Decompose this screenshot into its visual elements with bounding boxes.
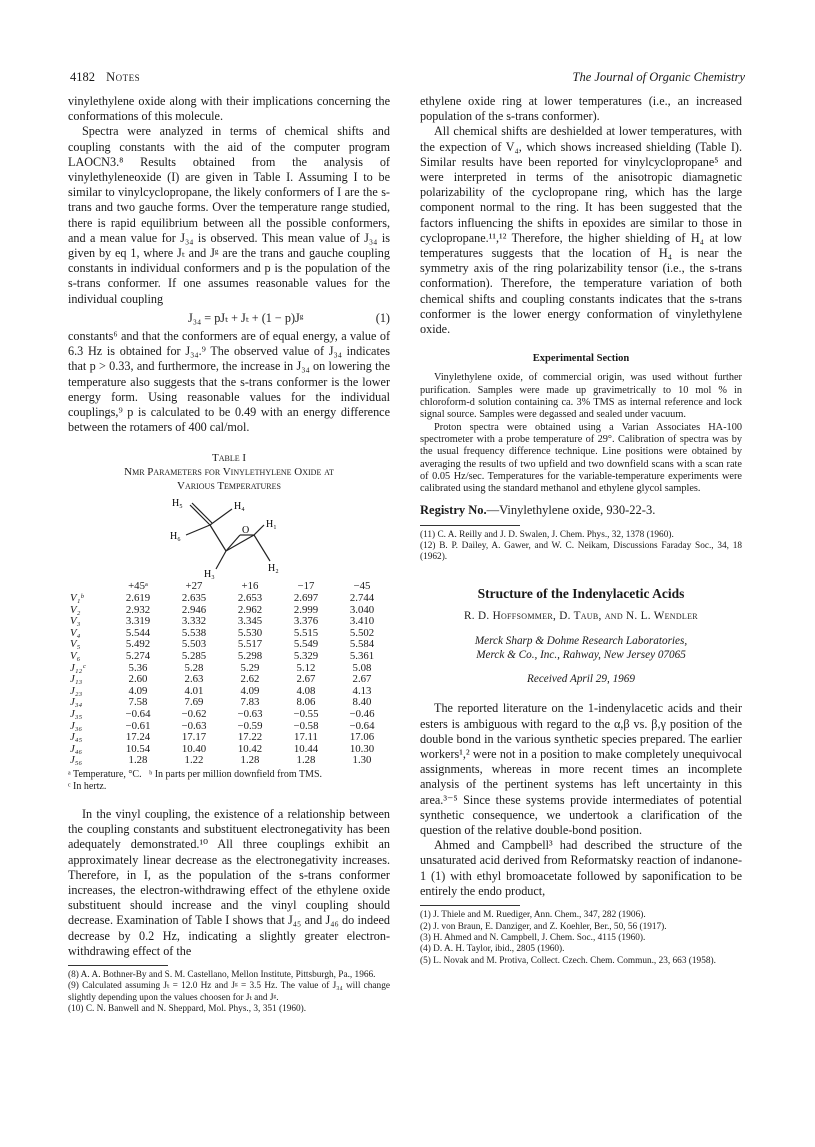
- table-cell: 3.410: [349, 615, 375, 628]
- table-row: [68, 628, 390, 640]
- table-cell: 2.653: [237, 592, 263, 605]
- paragraph: constants⁶ and that the conformers are of equal energy, a value of 6.3 Hz is obtained for J₃₄.⁹ The observed value of J₃₄ indicates that p > 0.33, and furthermore, the increase in J₃₄ on lowering the temperature also suggests that the s-trans conformer is the lower energy form. Using reasonable values for the individual couplings,⁹ p is calculated to be 0.49 with an energy difference between the rotamers of 400 cal/mol.: [68, 329, 390, 435]
- table-row: [68, 755, 390, 767]
- footnote-rule: [68, 965, 168, 966]
- struct-label: H₄: [234, 501, 245, 513]
- table-cell: 4.13: [352, 684, 372, 697]
- struct-label: H₆: [170, 531, 181, 543]
- table-row: [68, 651, 390, 663]
- row-label: J₄₆: [70, 742, 83, 755]
- paragraph: vinylethylene oxide along with their implications concerning the conformations of this molecule.: [68, 94, 390, 124]
- paragraph: ethylene oxide ring at lower temperatures (i.e., an increased population of the s-trans conformer).: [420, 94, 742, 124]
- footnote: (8) A. A. Bothner-By and S. M. Castellano, Mellon Institute, Pittsburgh, Pa., 1966.: [68, 970, 376, 980]
- table-cell: 3.040: [349, 603, 375, 616]
- table-cell: 3.345: [237, 615, 263, 628]
- row-label: V₄: [70, 626, 81, 639]
- table-cell: −0.64: [349, 719, 375, 732]
- footnote: (11) C. A. Reilly and J. D. Swalen, J. Chem. Phys., 32, 1378 (1960).: [420, 529, 674, 540]
- vinylethylene-oxide-structure: [154, 495, 304, 579]
- table-cell: 5.12: [296, 661, 316, 674]
- table-cell: 17.11: [294, 731, 318, 744]
- table-cell: 2.744: [349, 592, 375, 605]
- table-cell: 5.361: [349, 650, 375, 663]
- paragraph: Proton spectra were obtained using a Varian Associates HA-100 spectrometer with a probe temperature of 29°. Calibration of spectra was by the usual frequency difference technique. Line positions were obtained by averaging the results of two upfield and two downfield scans with a scan rate of 0.05 Hz/sec. Temperatures for the variable-temperature experiments were calibrated using the standard methanol and ethylene glycol samples.: [420, 421, 742, 495]
- struct-label: H₂: [268, 563, 279, 575]
- table-cell: 17.22: [237, 731, 263, 744]
- table-cell: 1.30: [352, 754, 372, 767]
- footnote: (12) B. P. Dailey, A. Gawer, and W. C. Neikam, Discussions Faraday Soc., 34, 18 (1962).: [420, 541, 742, 563]
- right-footnotes-2: [420, 910, 742, 967]
- registry-label: Registry No.: [420, 503, 487, 518]
- table-cell: 3.332: [181, 615, 207, 628]
- left-column: [68, 94, 390, 1016]
- table-cell: 1.28: [128, 754, 148, 767]
- table-row: [68, 709, 390, 721]
- table-cell: 4.08: [296, 684, 316, 697]
- row-label: V₆: [70, 650, 81, 663]
- row-label: J₄₅: [70, 731, 83, 744]
- row-label: J₁₂ᶜ: [70, 661, 86, 674]
- table-cell: 8.06: [296, 696, 316, 709]
- table-cell: 5.28: [184, 661, 204, 674]
- table-cell: 17.24: [125, 731, 151, 744]
- equation-number: (1): [375, 310, 390, 325]
- table-cell: −0.55: [293, 708, 319, 720]
- column-header: +27: [185, 580, 203, 593]
- article-authors: R. D. Hoffsommer, D. Taub, and N. L. Wendler: [464, 610, 698, 623]
- table-cell: 5.298: [237, 650, 263, 663]
- table-cell: 2.619: [125, 592, 151, 605]
- journal-name: The Journal of Organic Chemistry: [572, 70, 745, 84]
- table-cell: 5.29: [240, 661, 260, 674]
- footnote: (1) J. Thiele and M. Ruediger, Ann. Chem., 347, 282 (1906).: [420, 910, 646, 921]
- table-cell: 5.530: [237, 626, 263, 639]
- table-cell: 2.63: [184, 673, 204, 686]
- table-row: [68, 639, 390, 651]
- table-cell: 1.28: [296, 754, 316, 767]
- table-cell: 5.549: [293, 638, 319, 651]
- table-cell: 2.932: [125, 603, 151, 616]
- footnote: (5) L. Novak and M. Protiva, Collect. Czech. Chem. Commun., 23, 663 (1958).: [420, 955, 716, 966]
- struct-label: H₃: [204, 569, 215, 580]
- table-cell: 4.09: [240, 684, 260, 697]
- table-row: [68, 744, 390, 756]
- table-cell: 4.09: [128, 684, 148, 697]
- table-cell: −0.58: [293, 719, 319, 732]
- affiliation-line: Merck Sharp & Dohme Research Laboratories,: [474, 635, 688, 648]
- table-row: [68, 721, 390, 733]
- table-cell: −0.59: [237, 719, 263, 732]
- table-row: [68, 616, 390, 628]
- paragraph: Spectra were analyzed in terms of chemical shifts and coupling constants with the aid of the computer program LAOCN3.⁸ Results obtained from the analysis of vinylethyleneoxide (I) are given in Table I. Assuming I to be similar to vinylcyclopropane, the likely conformers of I are the s-trans and two gauche forms. Over the temperature range studied, there is rapid equilibrium between all the possible conformers, and a mean value for J₃₄ is observed. This mean value of J₃₄ is given by eq 1, where Jₜ and Jᵍ are the trans and gauche coupling constants in individual conformers and p is the population of the s-trans conformer. If one assumes reasonable values for the individual coupling: [68, 124, 390, 306]
- affiliation: [420, 634, 742, 662]
- table-cell: 5.544: [125, 626, 151, 639]
- table-cell: 10.40: [181, 742, 207, 755]
- struct-label: H₅: [172, 498, 183, 510]
- table-cell: −0.61: [125, 719, 151, 732]
- table-cell: 10.54: [125, 742, 151, 755]
- row-label: V₃: [70, 615, 81, 628]
- footnote: (3) H. Ahmed and N. Campbell, J. Chem. Soc., 4115 (1960).: [420, 932, 646, 943]
- table-title-line: Various Temperatures: [177, 480, 281, 493]
- table-cell: 5.502: [349, 626, 375, 639]
- table-caption: [68, 451, 390, 493]
- left-footnotes: [68, 970, 390, 1016]
- affiliation-line: Merck & Co., Inc., Rahway, New Jersey 07065: [476, 649, 686, 662]
- paragraph: The reported literature on the 1-indenylacetic acids and their esters is ambiguous with regard to the α,β vs. β,γ position of the double bond in the various synthetic species prepared. The earlier workers¹,² were not in a position to make completely unequivocal assignments, whereas in more recent times an incomplete analysis of the pertinent systems has left uncertainty in this area.³⁻⁵ Since these systems provide intermediates of potential synthetic consequence, we undertook a clarification of the question of the relative double-bond position.: [420, 701, 742, 838]
- table-row: [68, 663, 390, 675]
- table-cell: −0.46: [349, 708, 375, 720]
- table-cell: 2.962: [237, 603, 263, 616]
- table-cell: 5.517: [237, 638, 263, 651]
- row-label: J₂₃: [70, 684, 83, 697]
- footnote: (2) J. von Braun, E. Danziger, and Z. Koehler, Ber., 50, 56 (1917).: [420, 921, 667, 932]
- section-name: Notes: [106, 70, 141, 84]
- table-cell: 2.999: [293, 603, 319, 616]
- table-cell: −0.63: [237, 708, 263, 720]
- received-date: Received April 29, 1969: [527, 673, 635, 686]
- table-cell: 2.62: [240, 673, 260, 686]
- footnote-rule: [420, 525, 520, 526]
- table-header-row: [68, 581, 390, 593]
- table-cell: −0.63: [181, 719, 207, 732]
- struct-label: O: [242, 525, 250, 537]
- table-cell: 5.538: [181, 626, 207, 639]
- footnote: (4) D. A. H. Taylor, ibid., 2805 (1960).: [420, 944, 565, 955]
- right-column: [420, 94, 742, 967]
- table-title-line: Nmr Parameters for Vinylethylene Oxide at: [124, 466, 334, 479]
- row-label: J₃₆: [70, 719, 83, 732]
- column-header: +45ᵃ: [128, 580, 148, 593]
- table-label: Table I: [211, 452, 247, 465]
- row-label: J₃₅: [70, 708, 83, 720]
- column-header: +16: [241, 580, 259, 593]
- nmr-table: [68, 581, 390, 767]
- table-cell: 7.58: [128, 696, 148, 709]
- table-cell: 2.946: [181, 603, 207, 616]
- row-label: V₁ᵇ: [70, 592, 84, 605]
- table-cell: 5.492: [125, 638, 151, 651]
- table-row: [68, 593, 390, 605]
- row-label: V₂: [70, 603, 81, 616]
- footnote-rule: [420, 905, 520, 906]
- table-cell: 2.67: [296, 673, 316, 686]
- table-row: [68, 674, 390, 686]
- paragraph: In the vinyl coupling, the existence of a relationship between the coupling constants and substituent electronegativity has been adequately demonstrated.¹⁰ All three couplings exhibit an approximately linear decrease as the electronegativity increases. Therefore, in I, as the population of the s-trans conformer increases, the electron-withdrawing effect of the ethylene oxide substituent should increase and the vinyl coupling should decrease. Examination of Table I shows that J₄₅ and J₄₆ do indeed decrease by 0.2 Hz, indicating a slightly greater electron-withdrawing effect of the: [68, 806, 390, 958]
- table-footnotes: [68, 769, 390, 793]
- table-cell: 17.17: [181, 731, 207, 744]
- table-footnote: ᶜ In hertz.: [68, 780, 107, 792]
- table-cell: 17.06: [349, 731, 375, 744]
- table-cell: 7.83: [240, 696, 260, 709]
- registry-number: [420, 503, 742, 518]
- table-cell: 5.329: [293, 650, 319, 663]
- table-cell: 3.319: [125, 615, 151, 628]
- struct-label: H₁: [266, 519, 277, 531]
- table-cell: 10.30: [349, 742, 375, 755]
- table-cell: 10.42: [237, 742, 263, 755]
- table-cell: 3.376: [293, 615, 319, 628]
- table-cell: 1.28: [240, 754, 260, 767]
- right-footnotes: [420, 530, 742, 564]
- table-cell: 5.08: [352, 661, 372, 674]
- table-cell: 5.584: [349, 638, 375, 651]
- equation-formula: J₃₄ = pJₜ + Jₜ + (1 − p)Jᵍ: [188, 310, 304, 325]
- table-cell: 2.635: [181, 592, 207, 605]
- table-cell: 10.44: [293, 742, 319, 755]
- table-cell: −0.64: [125, 708, 151, 720]
- row-label: J₃₄: [70, 696, 83, 709]
- table-cell: 1.22: [184, 754, 204, 767]
- article-title: Structure of the Indenylacetic Acids: [477, 585, 685, 601]
- page-header-left: [70, 70, 140, 85]
- table-row: [68, 697, 390, 709]
- table-cell: 2.60: [128, 673, 148, 686]
- paragraph: Vinylethylene oxide, of commercial origin, was used without further purification. Samples were made up gravimetrically to 10 mol % in chloroform-d solution containing ca. 3% TMS as internal reference and lock signal source. Samples were degassed and sealed under vacuum.: [420, 372, 742, 421]
- table-cell: 5.274: [125, 650, 151, 663]
- paragraph: All chemical shifts are deshielded at lower temperatures, with the expection of V₄, which shows increased shielding (Table I). Similar results have been reported for vinylcyclopropane⁵ and were interpreted in terms of the anisotropic diamagnetic polarizability of the cyclopropane ring, which has the large component normal to the ring. It has been suggested that the factors influencing the shifts in epoxides are similar to those in cyclopropane.¹¹,¹² Therefore, the higher shielding of H₄ at low temperatures suggests that the location of H₄ is near the symmetry axis of the ring polarizability tensor (i.e., the s-trans conformation). Therefore, the temperature variation of both chemical shifts and coupling constants indicates that the s-trans conformer is the lower energy conformation of vinylethylene oxide.: [420, 124, 742, 337]
- table-cell: 7.69: [184, 696, 204, 709]
- page-number: 4182: [70, 70, 95, 84]
- table-cell: 5.285: [181, 650, 207, 663]
- registry-text: —Vinylethylene oxide, 930-22-3.: [486, 503, 656, 518]
- table-cell: 2.697: [293, 592, 319, 605]
- table-footnote: ᵇ In parts per million downfield from TMS.: [149, 768, 322, 780]
- column-header: −45: [353, 580, 371, 593]
- table-cell: 5.36: [128, 661, 148, 674]
- section-heading: Experimental Section: [532, 353, 630, 365]
- table-footnote: ᵃ Temperature, °C.: [68, 768, 142, 780]
- table-row: [68, 686, 390, 698]
- column-header: −17: [297, 580, 315, 593]
- row-label: J₅₆: [70, 754, 83, 767]
- table-row: [68, 605, 390, 617]
- table-cell: 5.515: [293, 626, 319, 639]
- equation-1: [68, 311, 390, 326]
- footnote: (10) C. N. Banwell and N. Sheppard, Mol. Phys., 3, 351 (1960).: [68, 1004, 307, 1015]
- table-cell: 8.40: [352, 696, 372, 709]
- table-row: [68, 732, 390, 744]
- row-label: V₅: [70, 638, 81, 651]
- table-cell: 5.503: [181, 638, 207, 651]
- table-cell: 4.01: [184, 684, 204, 697]
- paragraph: Ahmed and Campbell³ had described the structure of the unsaturated acid derived from Reformatsky reaction of indanone-1 (1) with ethyl bromoacetate followed by saponification to be entirely the endo product,: [420, 838, 742, 898]
- row-label: J₁₃: [70, 673, 83, 686]
- table-cell: −0.62: [181, 708, 207, 720]
- table-cell: 2.67: [352, 673, 372, 686]
- footnote: (9) Calculated assuming Jₜ = 12.0 Hz and Jᵍ = 3.5 Hz. The value of J₃₄ will change slightly depending upon the values choosen for Jₜ and Jᵍ.: [68, 981, 390, 1003]
